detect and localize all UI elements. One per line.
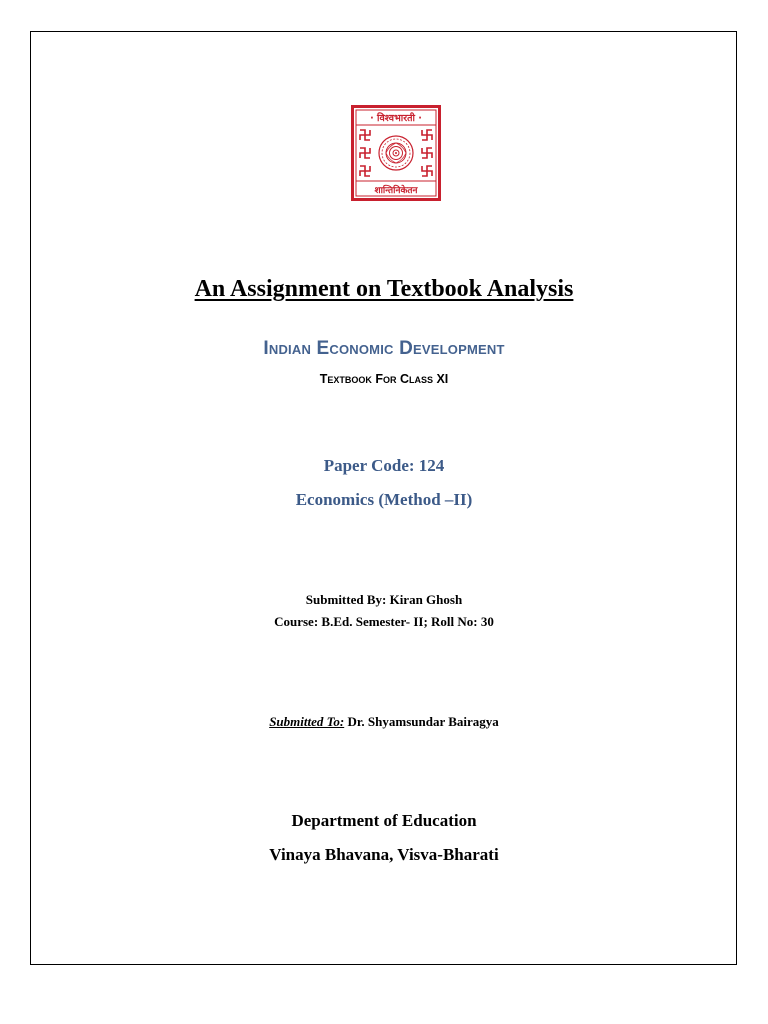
course-name: Economics (Method –II): [295, 490, 473, 509]
submitted-to-name: Dr. Shyamsundar Bairagya: [344, 714, 499, 729]
textbook-title: Indian Economic Development: [263, 338, 505, 359]
svg-text:शान्तिनिकेतन: शान्तिनिकेतन: [374, 186, 418, 196]
document-title: An Assignment on Textbook Analysis: [194, 276, 574, 302]
submitted-to-label: Submitted To:: [269, 714, 345, 729]
department: Department of Education: [291, 811, 477, 830]
course-info: Course: B.Ed. Semester- II; Roll No: 30: [274, 614, 494, 629]
svg-text:· विश्वभारती ·: · विश्वभारती ·: [370, 113, 422, 124]
paper-code: Paper Code: 124: [323, 456, 445, 475]
institution: Vinaya Bhavana, Visva-Bharati: [269, 845, 499, 864]
textbook-class: Textbook For Class XI: [319, 372, 449, 386]
submitted-to: [0, 714, 768, 730]
visva-bharati-emblem-icon: [351, 105, 441, 201]
submitted-by: Submitted By: Kiran Ghosh: [305, 592, 463, 607]
